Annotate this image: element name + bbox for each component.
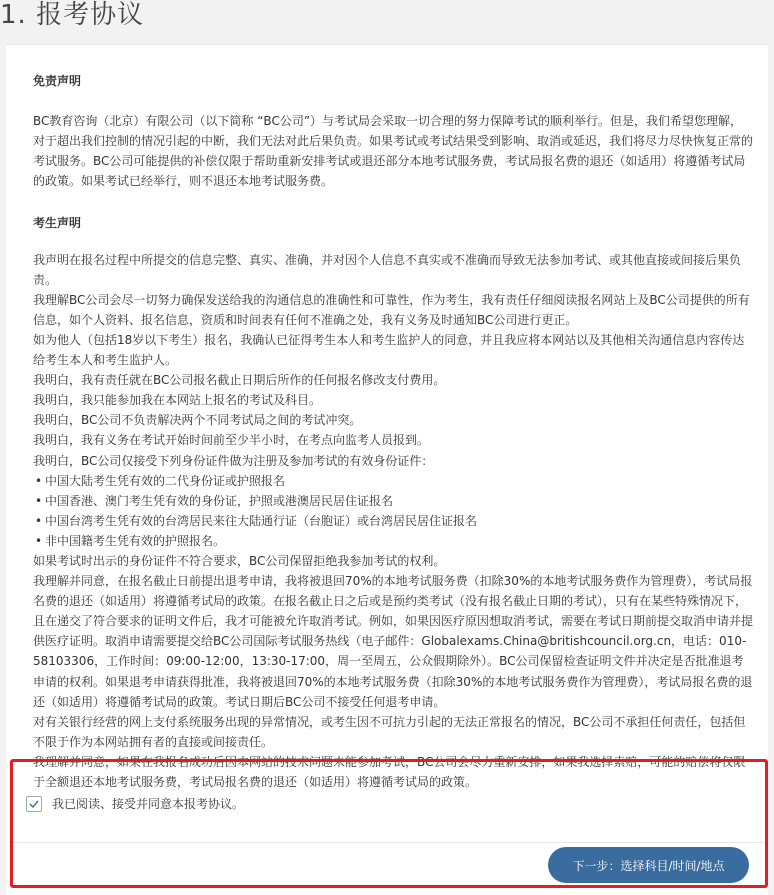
- consent-checkbox-row[interactable]: [26, 795, 244, 812]
- candidate-statement-para: 我声明在报名过程中所提交的信息完整、真实、准确，并对因个人信息不真实或不准确而导致无法参加考试、或其他直接或间接后果负责。: [33, 252, 742, 287]
- candidate-statement-para: 我明白，我只能参加我在本网站上报名的考试及科目。: [33, 393, 322, 408]
- technical-issue-para: 我理解并同意，如果在我报名成功后因本网站的技术问题未能参加考试，BC公司会尽力重新安排，如果我选择索赔，可能的赔偿将仅限于全额退还本地考试服务费，考试局报名费的退还（如适用）将遵循考试局的政策。: [33, 754, 746, 789]
- candidate-statement-title: 考生声明: [33, 216, 82, 231]
- consent-checkbox[interactable]: [26, 796, 42, 812]
- page-title: 1. 报考协议: [0, 0, 145, 30]
- footer-divider: [13, 842, 765, 843]
- disclaimer-text: BC教育咨询（北京）有限公司（以下简称 “BC公司”）与考试局会采取一切合理的努力保障考试的顺利举行。但是，我们希望您理解，对于超出我们控制的情况引起的中断，我们无法对此后果负责。如果考试或考试结果受到影响、取消或延迟，我们将尽力尽快恢复正常的考试服务。BC公司可能提供的补偿仅限于帮助重新安排考试或退还部分本地考试服务费，考试局报名费的退还（如适用）将遵循考试局的政策。如果考试已经举行，则不退还本地考试服务费。: [33, 114, 754, 189]
- disclaimer-title: 免责声明: [33, 74, 82, 88]
- candidate-statement-para: 我明白，BC公司仅接受下列身份证件做为注册及参加考试的有效身份证件：: [33, 453, 434, 468]
- candidate-statement-para: 如果考试时出示的身份证件不符合要求，BC公司保留拒绝我参加考试的权利。: [33, 553, 446, 568]
- candidate-statement-para: 如为他人（包括18岁以下考生）报名，我确认已征得考生本人和考生监护人的同意，并且我应将本网站以及其他相关沟通信息内容传达给考生本人和考生监护人。: [33, 332, 745, 368]
- agreement-content: [33, 71, 753, 792]
- id-document-item: • 非中国籍考生凭有效的护照报名。: [33, 531, 753, 551]
- payment-liability-para: 对有关银行经营的网上支付系统服务出现的异常情况，或考生因不可抗力引起的无法正常报名的情况，BC公司不承担任何责任，包括但不限于作为本网站拥有者的直接或间接责任。: [33, 714, 746, 749]
- candidate-statement-para: 我明白，我有义务在考试开始时间前至少半小时，在考点向监考人员报到。: [33, 433, 430, 448]
- candidate-statement-para: 我明白，我有责任就在BC公司报名截止日期后所作的任何报名修改支付费用。: [33, 373, 446, 388]
- next-step-button[interactable]: 下一步：选择科目/时间/地点: [548, 847, 749, 883]
- consent-label: 我已阅读、接受并同意本报考协议。: [52, 797, 245, 811]
- candidate-statement-para: 我明白，BC公司不负责解决两个不同考试局之间的考试冲突。: [33, 413, 362, 428]
- id-document-list: [33, 471, 753, 551]
- refund-policy-para: 我理解并同意，在报名截止日前提出退考申请，我将被退回70%的本地考试服务费（扣除30%的本地考试服务费作为管理费），考试局报名费的退还（如适用）将遵循考试局的政策。在报名截止日之后或是预约类考试（没有报名截止日期的考试），只有在某些特殊情况下，且在递交了符合要求的证明文件后，我才可能被允许取消考试。例如，如果因医疗原因想取消考试，需要在考试日期前提交取消申请并提供医疗证明。取消申请需要提交给BC公司国际考试服务热线（电子邮件：Globalexams.China@britishcouncil.org.cn，电话：010-58103306，工作时间：09:00-12:00，13:30-17:00，周一至周五，公众假期除外）。BC公司保留检查证明文件并决定是否批准退考申请的权利。如果退考申请获得批准，我将被退回70%的本地考试服务费（扣除30%的本地考试服务费作为管理费），考试局报名费的退还（如适用）将遵循考试局的政策。考试日期后BC公司不接受任何退考申请。: [33, 574, 754, 709]
- candidate-statement-para: 我理解BC公司会尽一切努力确保发送给我的沟通信息的准确性和可靠性，作为考生，我有责任仔细阅读报名网站上及BC公司提供的所有信息，如个人资料、报名信息，资质和时间表有任何不准确之处，我有义务及时通知BC公司进行更正。: [33, 292, 750, 327]
- id-document-item: • 中国大陆考生凭有效的二代身份证或护照报名: [33, 471, 753, 491]
- id-document-item: • 中国台湾考生凭有效的台湾居民来往大陆通行证（台胞证）或台湾居民居住证报名: [33, 511, 753, 531]
- check-icon: [29, 800, 39, 808]
- id-document-item: • 中国香港、澳门考生凭有效的身份证，护照或港澳居民居住证报名: [33, 491, 753, 511]
